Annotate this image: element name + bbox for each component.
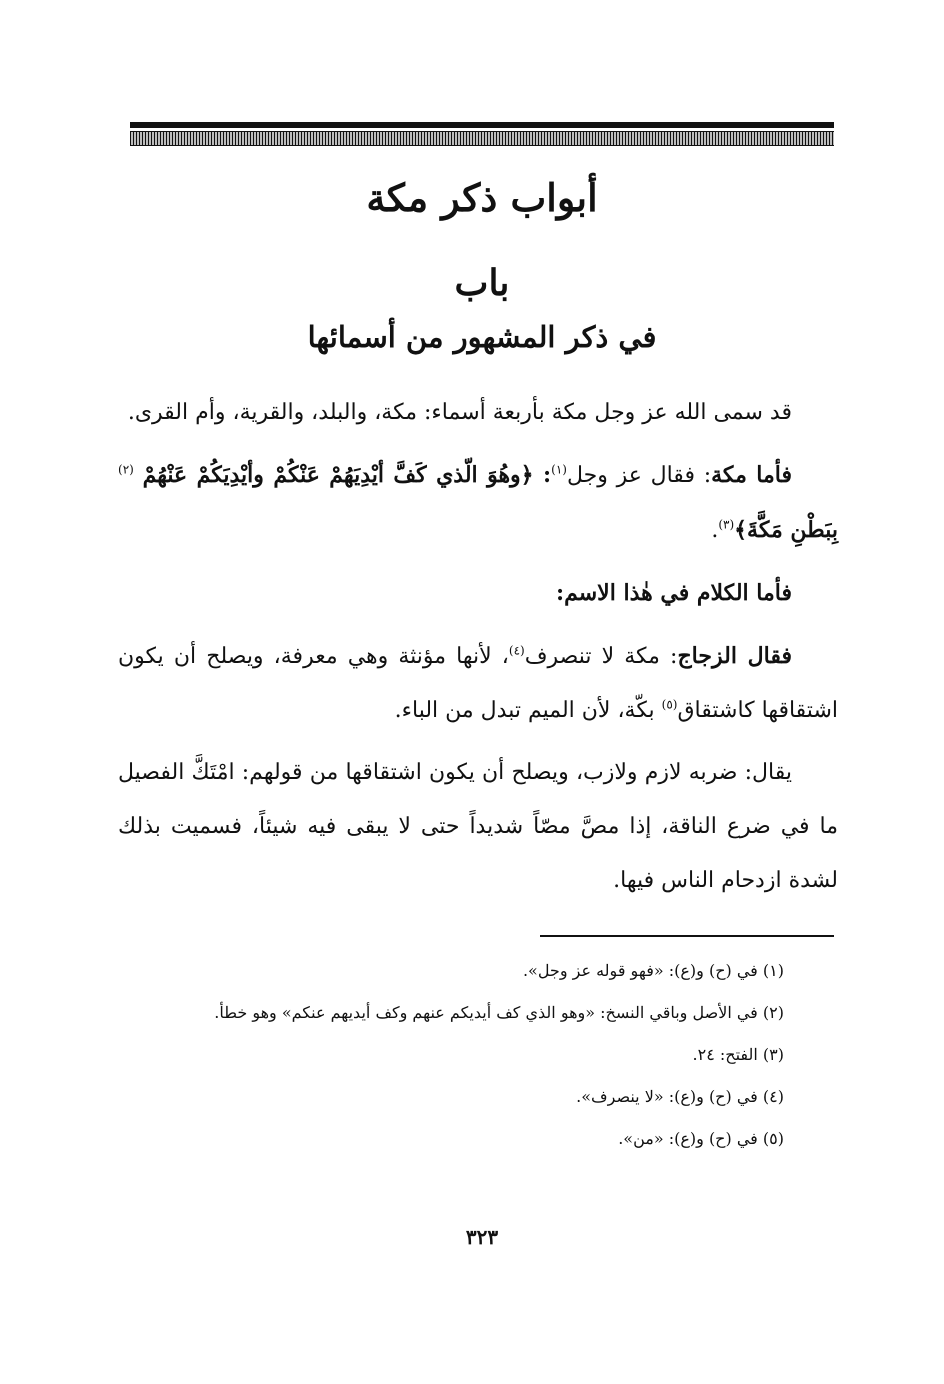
paragraph-2-end: .	[711, 518, 719, 543]
page-number: ٣٢٣	[465, 1225, 499, 1249]
footnote-separator	[540, 935, 834, 937]
footnote-2: (٢) في الأصل وباقي النسخ: «وهو الذي كف أيديكم عنهم وكف أيديهم عنكم» وهو خطأ.	[214, 1003, 784, 1022]
paragraph-1: قد سمى الله عز وجل مكة بأربعة أسماء: مكة، والبلد، والقرية، وأم القرى.	[127, 400, 792, 425]
footnote-3: (٣) الفتح: ٢٤.	[692, 1045, 784, 1064]
footnote-ref-5[interactable]: (٥)	[661, 697, 678, 712]
footnote-5: (٥) في (ح) و(ع): «من».	[618, 1129, 784, 1148]
header-rule-hatched-band	[130, 131, 834, 146]
paragraph-2	[118, 448, 838, 558]
footnote-ref-1[interactable]: (١)	[551, 462, 567, 477]
footnote-ref-3[interactable]: (٣)	[718, 517, 735, 532]
paragraph-3	[118, 566, 838, 621]
main-body	[118, 386, 838, 916]
paragraph-2-text: : فقال عز وجل	[566, 463, 712, 488]
quran-verse-part-2: بِبَطْنِ مَكَّةَ﴾	[734, 517, 838, 543]
footnote-ref-4[interactable]: (٤)	[508, 643, 525, 658]
header-rule-thick-line	[130, 122, 834, 128]
footnote-ref-2[interactable]: (٢)	[118, 462, 134, 477]
paragraph-4	[118, 629, 838, 738]
footnote-4: (٤) في (ح) و(ع): «لا ينصرف».	[576, 1087, 784, 1106]
main-title: أبواب ذكر مكة	[366, 175, 598, 220]
paragraph-4-lead: فقال الزجاج	[677, 643, 793, 669]
paragraph-3-heading: فأما الكلام في هٰذا الاسم:	[555, 580, 792, 606]
paragraph-5: يقال: ضربه لازم ولازب، ويصلح أن يكون اشتقاقها من قولهم: امْتَكَّ الفصيل ما في ضرع الناقة، إذا مصَّ مصّاً شديداً حتى لا يبقى فيه شيئاً، فسميت بذلك لشدة ازدحام الناس فيها.	[118, 760, 838, 893]
header-ornamental-rule	[130, 122, 834, 148]
paragraph-2-lead: فأما مكة	[711, 462, 792, 488]
quran-verse-part-1: : ﴿وهُوَ الّذي كَفَّ أيْدِيَهُمْ عَنْكُمْ وأيْدِيَكُمْ عَنْهُمْ	[142, 462, 552, 488]
footnotes	[118, 950, 838, 1160]
paragraph-4-text-a: : مكة لا تنصرف	[524, 644, 678, 669]
chapter-title: في ذكر المشهور من أسمائها	[307, 320, 657, 354]
paragraph-4-text-b: ، لأنها مؤنثة وهي معرفة، ويصلح أن يكون اشتقاقها كاشتقاق	[118, 644, 838, 723]
footnote-1: (١) في (ح) و(ع): «فهو قوله عز وجل».	[522, 961, 784, 980]
chapter-label: باب	[454, 262, 510, 304]
paragraph-4-text-c: بكّة، لأن الميم تبدل من الباء.	[394, 698, 655, 723]
